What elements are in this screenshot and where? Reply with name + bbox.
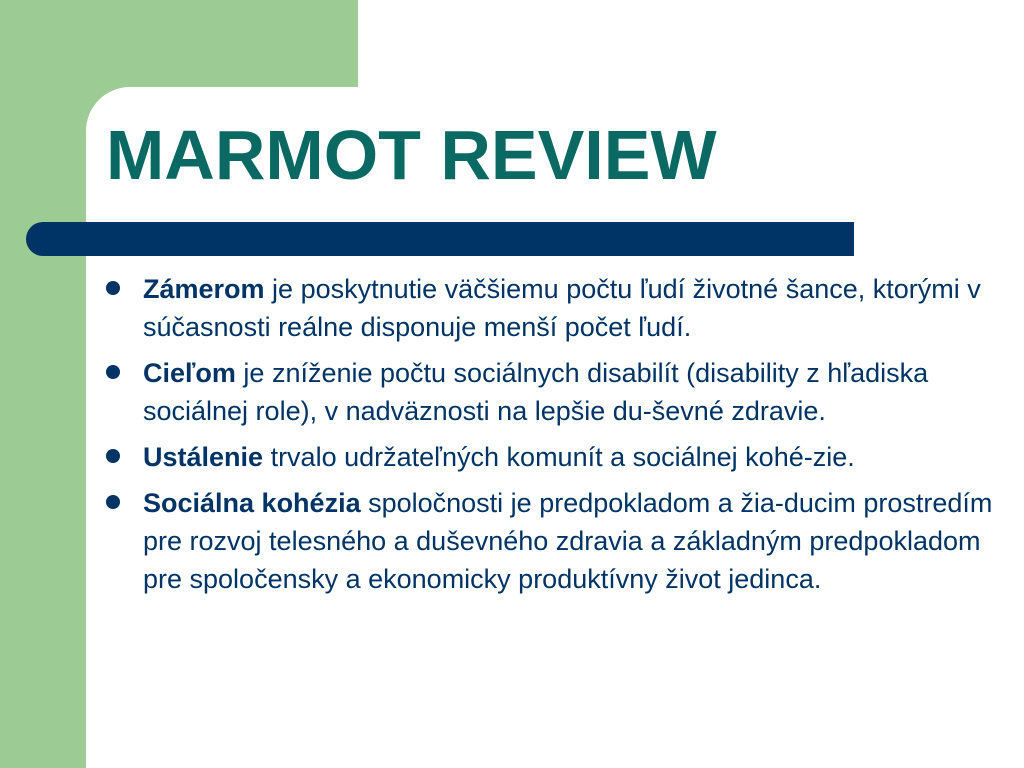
bullet-item-purpose (106, 270, 1006, 346)
bullet-item-cohesion (106, 484, 1006, 598)
bullet-body-text: spoločnosti je predpokladom a žia-ducim prostredím pre rozvoj telesného a duševného zdravia a základným predpokladom pre spoločensky a ekonomicky produktívny život jedinca. (143, 488, 993, 594)
slide-title: MARMOT REVIEW (106, 116, 717, 194)
bullet-dot-icon (106, 449, 120, 463)
bullet-lead-text: Sociálna kohézia (143, 488, 361, 518)
bullet-list (106, 270, 1006, 606)
bullet-dot-icon (106, 281, 120, 295)
bullet-dot-icon (106, 365, 120, 379)
title-divider-bar (26, 222, 854, 256)
bullet-body-text: trvalo udržateľných komunít a sociálnej kohé-zie. (263, 442, 855, 472)
bullet-body-text: je zníženie počtu sociálnych disabilít (disability z hľadiska sociálnej role), v nadväznosti na lepšie du-ševné zdravie. (143, 358, 929, 426)
bullet-item-establishment (106, 438, 1006, 476)
bullet-lead-text: Zámerom (143, 274, 265, 304)
bullet-body-text: je poskytnutie väčšiemu počtu ľudí životné šance, ktorými v súčasnosti reálne disponuje menší počet ľudí. (143, 274, 981, 342)
bullet-lead-text: Ustálenie (143, 442, 264, 472)
bullet-item-goal (106, 354, 1006, 430)
bullet-lead-text: Cieľom (143, 358, 236, 388)
bullet-dot-icon (106, 495, 120, 509)
